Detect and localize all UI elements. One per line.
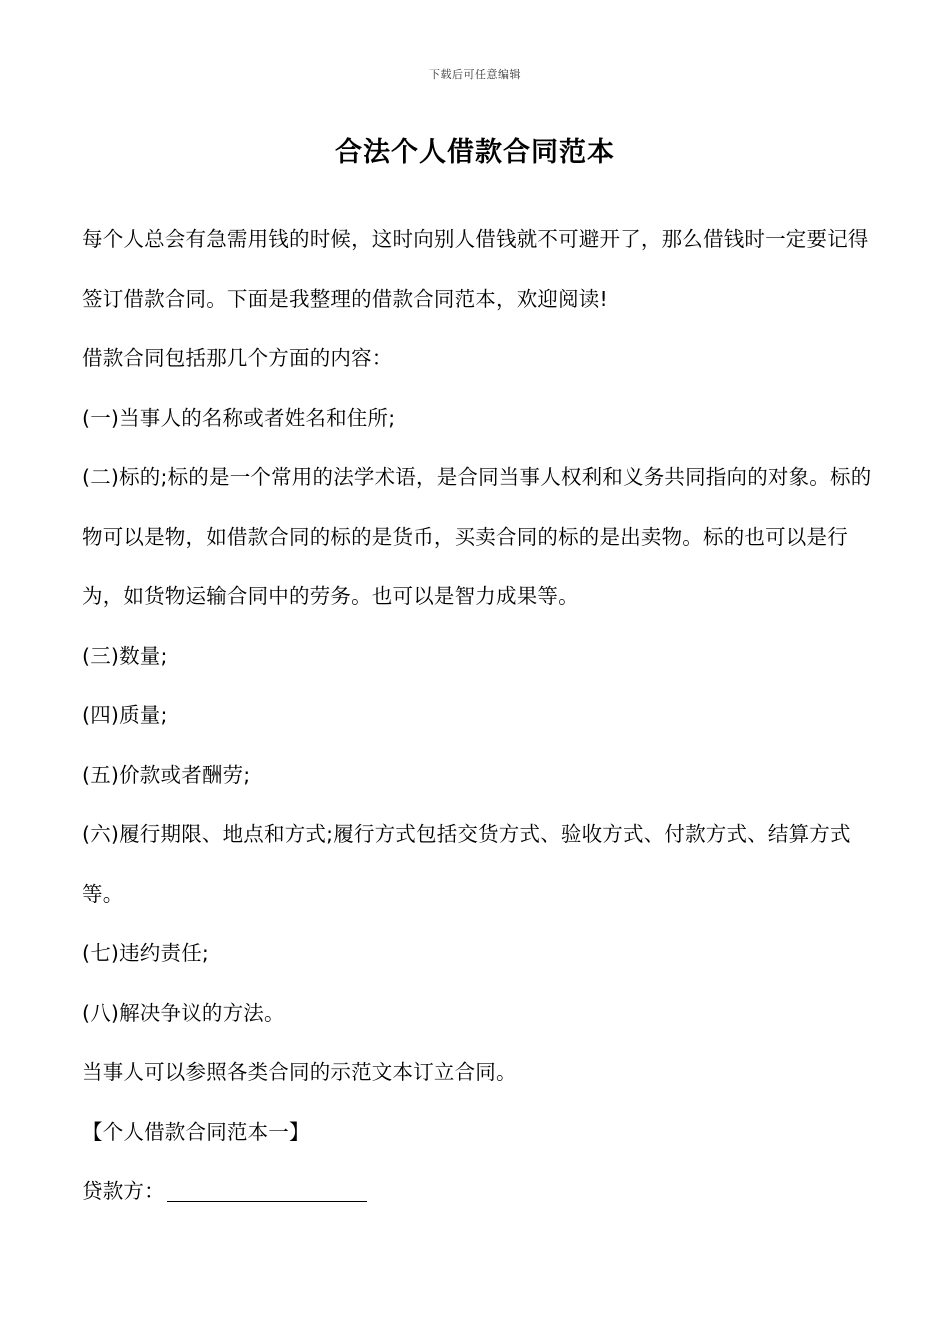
reference-note: 当事人可以参照各类合同的示范文本订立合同。: [82, 1060, 517, 1084]
list-item-2: (二)标的;标的是一个常用的法学术语，是合同当事人权利和义务共同指向的对象。标的物可以是物，如借款合同的标的是货币，买卖合同的标的是出卖物。标的也可以是行为，如货物运输合同中的劳务。也可以是智力成果等。: [82, 465, 872, 608]
lender-blank-field: [167, 1181, 367, 1202]
sample-heading: 【个人借款合同范本一】: [82, 1119, 310, 1144]
document-title: 合法个人借款合同范本: [335, 137, 615, 168]
list-item-5: (五)价款或者酬劳;: [82, 762, 251, 787]
header-note: 下载后可任意编辑: [429, 68, 521, 81]
list-item-7: (七)违约责任;: [82, 941, 210, 965]
list-item-8: (八)解决争议的方法。: [82, 1000, 285, 1025]
contents-heading: 借款合同包括那几个方面的内容：: [82, 346, 393, 370]
list-item-1: (一)当事人的名称或者姓名和住所;: [82, 405, 396, 430]
intro-paragraph: 每个人总会有急需用钱的时候，这时向别人借钱就不可避开了，那么借钱时一定要记得签订借款合同。下面是我整理的借款合同范本，欢迎阅读!: [82, 227, 869, 311]
list-item-3: (三)数量;: [82, 643, 168, 668]
lender-line: [82, 1162, 872, 1222]
document-body: [82, 210, 872, 1222]
list-item-4: (四)质量;: [82, 703, 168, 727]
list-item-6: (六)履行期限、地点和方式;履行方式包括交货方式、验收方式、付款方式、结算方式等。: [82, 822, 851, 906]
lender-label: 贷款方：: [82, 1179, 165, 1203]
